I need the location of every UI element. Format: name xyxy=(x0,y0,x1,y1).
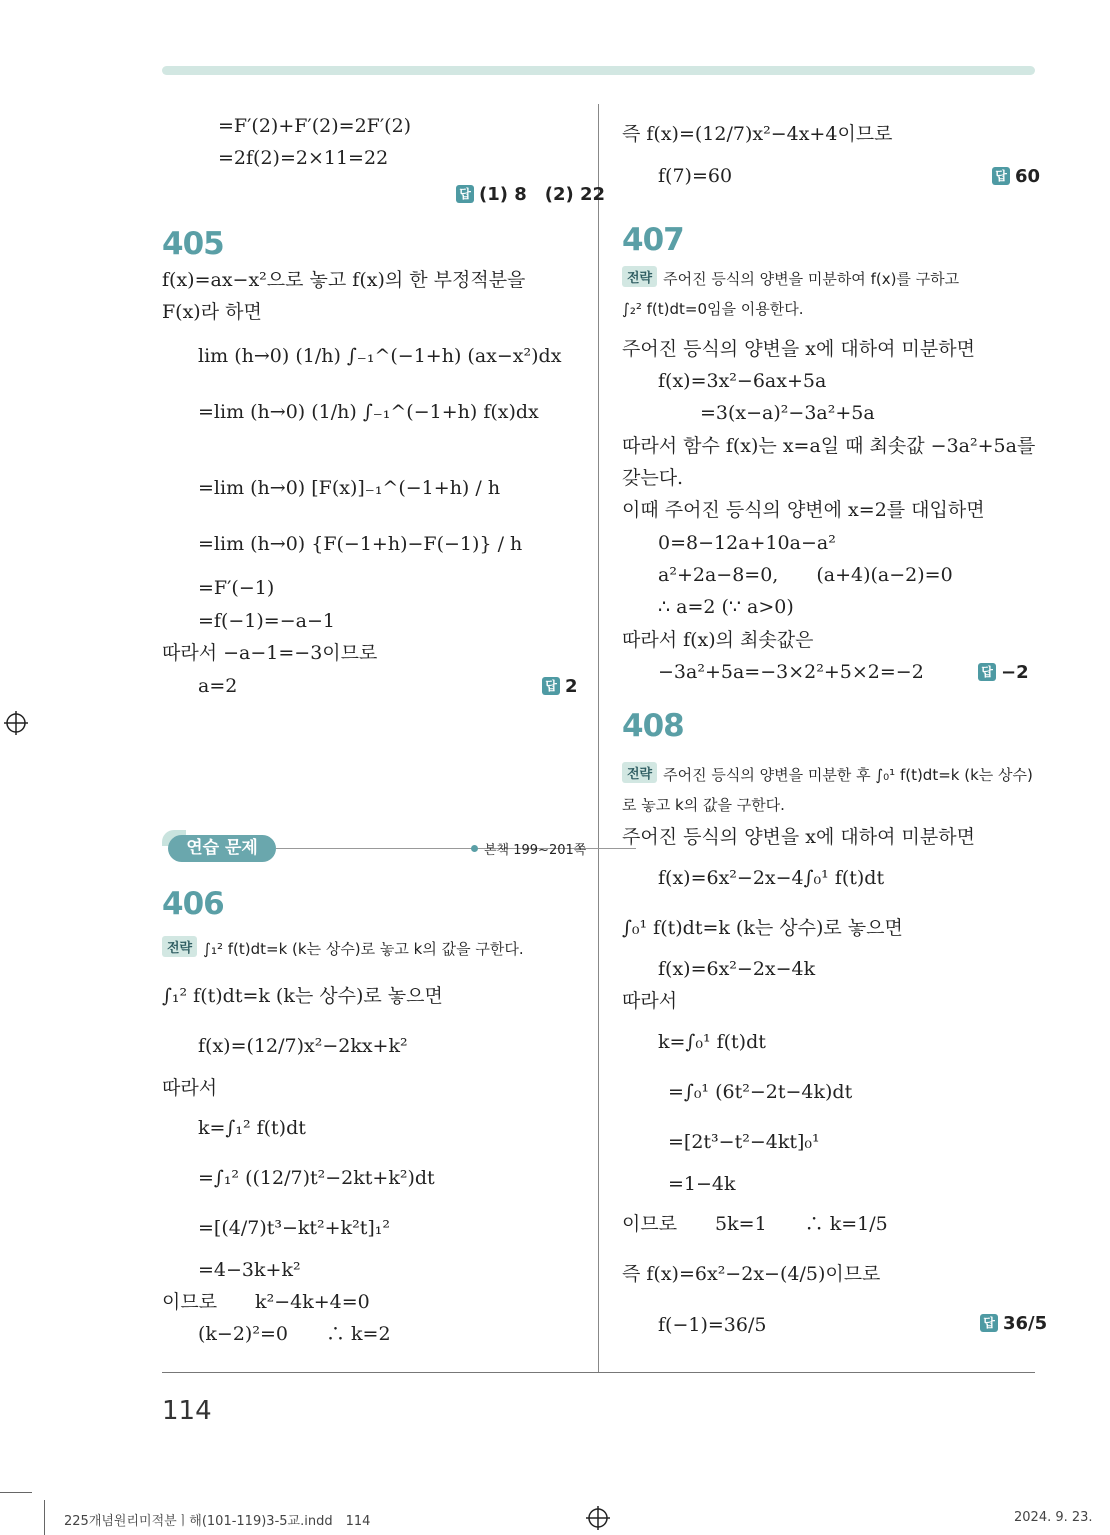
prev-line-2: =2f(2)=2×11=22 xyxy=(218,147,389,169)
problem-number-407: 407 xyxy=(622,222,684,258)
p406-line-5: =∫₁² ((12/7)t²−2kt+k²)dt xyxy=(198,1167,435,1189)
p407-line-10: 따라서 f(x)의 최솟값은 xyxy=(622,629,814,651)
answer-405: 답 2 xyxy=(542,676,578,697)
p407-line-5: 갖는다. xyxy=(622,467,684,489)
p407-line-1: 주어진 등식의 양변을 x에 대하여 미분하면 xyxy=(622,338,975,360)
footer-file-info: 225개념원리미적분ㅣ해(101-119)3-5교.indd 114 xyxy=(64,1514,371,1529)
p408-line-11: 즉 f(x)=6x²−2x−(4/5)이므로 xyxy=(622,1263,881,1285)
textbook-reference: 본책 199~201쪽 xyxy=(484,843,587,858)
strategy-tag: 전략 xyxy=(622,266,657,287)
p406-line-9: (k−2)²=0 ∴ k=2 xyxy=(198,1323,391,1345)
p407-line-11: −3a²+5a=−3×2²+5×2=−2 xyxy=(658,661,924,683)
answer-badge: 답 xyxy=(992,167,1010,185)
answer-badge: 답 xyxy=(978,663,996,681)
p408-line-5: 따라서 xyxy=(622,990,678,1012)
practice-section-header xyxy=(162,830,587,866)
p406-line-7: =4−3k+k² xyxy=(198,1259,301,1281)
p408-line-12: f(−1)=36/5 xyxy=(658,1314,767,1336)
p408-line-9: =1−4k xyxy=(668,1173,736,1195)
prev-line-1: =F′(2)+F′(2)=2F′(2) xyxy=(218,115,412,137)
answer-badge: 답 xyxy=(980,1314,998,1332)
p406-line-8: 이므로 k²−4k+4=0 xyxy=(162,1291,370,1313)
p408-line-7: =∫₀¹ (6t²−2t−4k)dt xyxy=(668,1081,853,1103)
p407-line-2: f(x)=3x²−6ax+5a xyxy=(658,370,827,392)
answer-407: 답 −2 xyxy=(978,662,1029,683)
practice-label: 연습 문제 xyxy=(168,835,276,862)
p407-line-9: ∴ a=2 (∵ a>0) xyxy=(658,596,794,618)
p406-line-6: =[(4/7)t³−kt²+k²t]₁² xyxy=(198,1217,391,1239)
p405-conclusion-2: a=2 xyxy=(198,675,238,697)
footer-date: 2024. 9. 23. xyxy=(1014,1510,1093,1525)
p408-strategy-2: 로 놓고 k의 값을 구한다. xyxy=(622,796,785,814)
p405-step-6: =f(−1)=−a−1 xyxy=(198,610,335,632)
answer-badge: 답 xyxy=(542,677,560,695)
problem-number-405: 405 xyxy=(162,226,224,262)
header-bar xyxy=(162,66,1035,75)
answer-404: 답 (1) 8 (2) 22 xyxy=(456,180,605,206)
p406-line-2: f(x)=(12/7)x²−2kx+k² xyxy=(198,1035,408,1057)
p405-step-4: =lim (h→0) {F(−1+h)−F(−1)} / h xyxy=(198,533,523,555)
p407-line-4: 따라서 함수 f(x)는 x=a일 때 최솟값 −3a²+5a를 xyxy=(622,435,1036,457)
p408-line-3: ∫₀¹ f(t)dt=k (k는 상수)로 놓으면 xyxy=(622,917,903,939)
p407-line-3: =3(x−a)²−3a²+5a xyxy=(700,402,875,424)
answer-408: 답 36/5 xyxy=(980,1313,1047,1334)
p405-conclusion-1: 따라서 −a−1=−3이므로 xyxy=(162,642,378,664)
p408-line-2: f(x)=6x²−2x−4∫₀¹ f(t)dt xyxy=(658,867,885,889)
p406-line-1: ∫₁² f(t)dt=k (k는 상수)로 놓으면 xyxy=(162,985,443,1007)
crop-mark xyxy=(44,1500,45,1535)
p406-line-4: k=∫₁² f(t)dt xyxy=(198,1117,306,1139)
p407-strategy-2: ∫₂² f(t)dt=0임을 이용한다. xyxy=(622,300,804,318)
problem-number-406: 406 xyxy=(162,886,224,922)
r-prev-line-2: f(7)=60 xyxy=(658,165,733,187)
strategy-tag: 전략 xyxy=(162,936,197,957)
p408-line-6: k=∫₀¹ f(t)dt xyxy=(658,1031,766,1053)
answer-badge: 답 xyxy=(456,185,474,203)
p408-line-4: f(x)=6x²−2x−4k xyxy=(658,958,816,980)
p407-line-6: 이때 주어진 등식의 양변에 x=2를 대입하면 xyxy=(622,499,985,521)
registration-mark-icon xyxy=(586,1506,610,1530)
p405-step-1: lim (h→0) (1/h) ∫₋₁^(−1+h) (ax−x²)dx xyxy=(198,345,562,367)
answer-406: 답 60 xyxy=(992,166,1040,187)
p407-line-8: a²+2a−8=0, (a+4)(a−2)=0 xyxy=(658,564,953,586)
p406-strategy: 전략 ∫₁² f(t)dt=k (k는 상수)로 놓고 k의 값을 구한다. xyxy=(162,936,524,959)
p408-line-8: =[2t³−t²−4kt]₀¹ xyxy=(668,1131,820,1153)
bullet-icon xyxy=(471,845,478,852)
r-prev-line-1: 즉 f(x)=(12/7)x²−4x+4이므로 xyxy=(622,123,893,145)
bottom-rule xyxy=(162,1372,1035,1373)
p405-step-3: =lim (h→0) [F(x)]₋₁^(−1+h) / h xyxy=(198,477,501,499)
registration-mark-icon xyxy=(4,711,28,735)
p407-strategy-1: 전략 주어진 등식의 양변을 미분하여 f(x)를 구하고 xyxy=(622,266,959,289)
p405-intro-2: F(x)라 하면 xyxy=(162,301,262,323)
p405-intro-1: f(x)=ax−x²으로 놓고 f(x)의 한 부정적분을 xyxy=(162,269,526,291)
page-number: 114 xyxy=(162,1396,212,1426)
column-divider xyxy=(598,104,599,1372)
p408-strategy-1: 전략 주어진 등식의 양변을 미분한 후 ∫₀¹ f(t)dt=k (k는 상수) xyxy=(622,762,1033,785)
p408-line-1: 주어진 등식의 양변을 x에 대하여 미분하면 xyxy=(622,826,975,848)
problem-number-408: 408 xyxy=(622,708,684,744)
p405-step-2: =lim (h→0) (1/h) ∫₋₁^(−1+h) f(x)dx xyxy=(198,401,539,423)
strategy-tag: 전략 xyxy=(622,762,657,783)
p405-step-5: =F′(−1) xyxy=(198,577,275,599)
p406-line-3: 따라서 xyxy=(162,1077,218,1099)
p408-line-10: 이므로 5k=1 ∴ k=1/5 xyxy=(622,1213,888,1235)
p407-line-7: 0=8−12a+10a−a² xyxy=(658,532,836,554)
crop-mark xyxy=(0,1492,32,1493)
